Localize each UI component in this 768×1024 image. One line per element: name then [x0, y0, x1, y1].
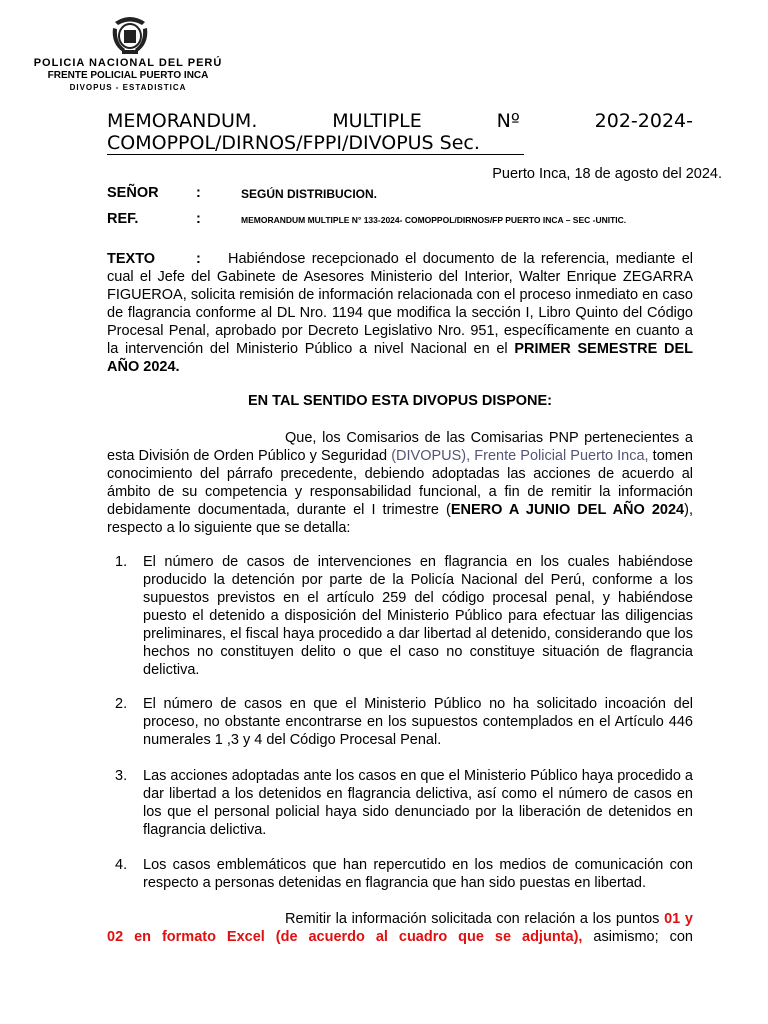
dispone-heading: EN TAL SENTIDO ESTA DIVOPUS DISPONE: — [248, 393, 552, 409]
list-item-number: 1. — [115, 554, 128, 570]
senor-value: SEGÚN DISTRIBUCION. — [241, 187, 378, 201]
list-item-text: Los casos emblemáticos que han repercutido en los medios de comunicación con respecto a personas detenidas en flagrancia que han sido puestas en libertad. — [143, 857, 693, 891]
list-item — [107, 695, 693, 749]
list-item — [107, 553, 693, 679]
memo-date: Puerto Inca, 18 de agosto del 2024. — [492, 166, 722, 182]
paragraph-2 — [107, 429, 693, 537]
final-text-b: asimismo; con — [582, 929, 693, 945]
list-item-number: 3. — [115, 768, 128, 784]
texto-colon: : — [196, 251, 201, 267]
list-item-text: Las acciones adoptadas ante los casos en que el Ministerio Público haya procedido a dar libertad a los detenidos en flagrancia delictiva, así como el número de casos en los que el personal policial haya sido denunciado por la liberación de detenidos en flagrancia delictiva. — [143, 768, 693, 838]
p2-text-a: Que, los Comisarios de las Comisarias PNP pertenecientes a esta División de Orden Público y Seguridad — [107, 430, 693, 464]
title-line2: COMOPPOL/DIRNOS/FPPI/DIVOPUS Sec. — [107, 132, 524, 155]
sub-unit-name: DIVOPUS - ESTADISTICA — [69, 83, 187, 92]
ref-colon: : — [196, 211, 201, 227]
senor-colon: : — [196, 185, 201, 201]
texto-paragraph — [107, 250, 693, 376]
institution-name: POLICIA NACIONAL DEL PERÚ — [33, 57, 223, 69]
title-word: MULTIPLE — [332, 110, 422, 132]
final-text-red: 01 y 02 en formato Excel (de acuerdo al cuadro que se adjunta), — [107, 911, 693, 945]
unit-name: FRENTE POLICIAL PUERTO INCA — [47, 70, 209, 81]
police-emblem-icon — [109, 14, 151, 56]
p2-text-c: ), respecto a lo siguiente que se detalla: — [107, 502, 693, 536]
ref-label: REF. — [107, 211, 139, 227]
senor-label: SEÑOR — [107, 185, 159, 201]
p2-text-blue: (DIVOPUS), Frente Policial Puerto Inca, — [391, 448, 649, 464]
list-item-number: 2. — [115, 696, 128, 712]
texto-label: TEXTO — [107, 251, 156, 267]
title-word: Nº — [496, 110, 520, 132]
final-text-a: Remitir la información solicitada con relación a los puntos — [285, 911, 665, 927]
p2-text-b: tomen conocimiento del párrafo precedente, debiendo adoptadas las acciones de acuerdo al ámbito de su competencia y responsabilidad funcional, a fin de remitir la información debidamente documentada, durante el I trimestre ( — [107, 448, 693, 518]
memo-title — [107, 110, 693, 155]
list-item — [107, 856, 693, 892]
list-item — [107, 767, 693, 839]
texto-bold: PRIMER SEMESTRE DEL AÑO 2024. — [107, 341, 693, 375]
list-item-number: 4. — [115, 857, 128, 873]
title-word: 202-2024- — [594, 110, 693, 132]
texto-body: Habiéndose recepcionado el documento de la referencia, mediante el cual el Jefe del Gabinete de Asesores Ministerio del Interior, Walter Enrique ZEGARRA FIGUEROA, solicita remisión de información relacionada con el proceso inmediato en caso de flagrancia conforme al DL Nro. 1194 que modifica la sección I, Libro Quinto del Código Procesal Penal, aprobado por Decreto Legislativo Nro. 951, específicamente en cuanto a la intervención del Ministerio Público a nivel Nacional en el — [107, 251, 693, 357]
title-word: MEMORANDUM. — [107, 110, 258, 132]
final-paragraph — [107, 910, 693, 946]
list-item-text: El número de casos en que el Ministerio Público no ha solicitado incoación del proceso, no obstante encontrarse en los supuestos contemplados en el Artículo 446 numerales 1 ,3 y 4 del Código Procesal Penal. — [143, 696, 693, 748]
ref-value: MEMORANDUM MULTIPLE N° 133-2024- COMOPPOL/DIRNOS/FP PUERTO INCA – SEC -UNITIC. — [241, 215, 627, 225]
list-item-text: El número de casos de intervenciones en flagrancia en los cuales habiéndose producido la detención por parte de la Policía Nacional del Perú, conforme a los supuestos previstos en el artículo 259 del código procesal penal, y habiéndose puesto el detenido a disposición del Ministerio Público para efectuar las diligencias preliminares, el fiscal haya procedido a dar libertad al detenido, considerando que los hechos no constituyen delito o que el caso no constituye situación de flagrancia delictiva. — [143, 554, 693, 678]
p2-text-bold: ENERO A JUNIO DEL AÑO 2024 — [450, 502, 685, 518]
